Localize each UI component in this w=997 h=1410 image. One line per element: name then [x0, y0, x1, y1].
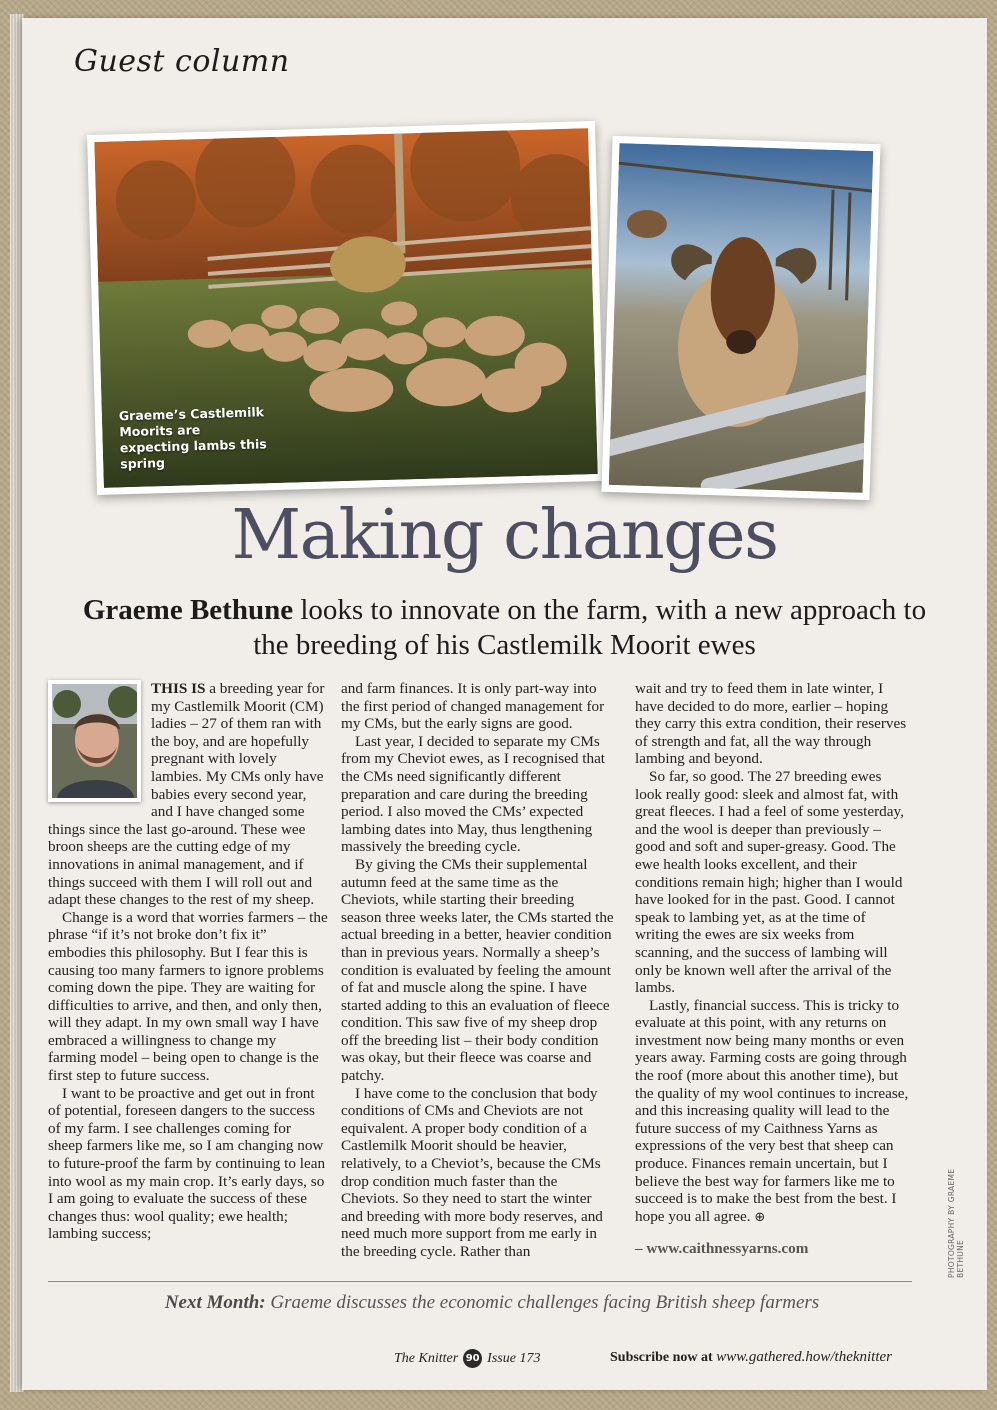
flock-photo — [87, 121, 605, 495]
standfirst-text: looks to innovate on the farm, with a new approach to the breeding of his Castlemilk Moorit ewes — [253, 594, 927, 661]
paragraph-7: So far, so good. The 27 breeding ewes look really good: sleek and almost fat, with great fleeces. I had a feel of some yesterday, and the wool is deeper than previously – good and soft and super-greasy. Good. The ewe health looks excellent, and their conditions remain high; higher than I would have looked for in the past. Good. I cannot speak to lambing yet, as at the time of writing the ewes are six weeks from scanning, and the success of lambing will only be known well after the arrival of the lambs. — [635, 767, 904, 997]
issue-number: Issue 173 — [487, 1350, 541, 1366]
headline: Making changes — [231, 496, 778, 575]
article-column-2 — [341, 680, 617, 1261]
paragraph-2: Change is a word that worries farmers – the phrase “if it’s not broke don’t fix it” embodies this philosophy. But I fear this is causing too many farmers to ignore problems coming down the pipe. They are waiting for difficulties to arrive, and then, and only then, will they adapt. In my own small way I have embraced a willingness to change my farming model – being open to change is the first step to future success. — [48, 908, 328, 1085]
magazine-title: The Knitter — [394, 1350, 459, 1366]
photo-credit: PHOTOGRAPHY BY GRAEME BETHUNE — [947, 1168, 965, 1278]
paragraph-5: By giving the CMs their supplemental autumn feed at the same time as the Cheviots, while starting their breeding season three weeks later, the CMs started the actual breeding in a better, heavier condition than in previous years. Normally a sheep’s condition is evaluated by feeling the amount of fat and muscle along the spine. I have started adding to this an evaluation of fleece condition. This saw five of my sheep drop off the breeding list – their body condition was okay, but their fleece was coarse and patchy. — [341, 855, 614, 1085]
next-month-teaser — [22, 1292, 962, 1314]
author-avatar — [52, 684, 137, 798]
ram-photo-image — [609, 143, 874, 493]
paragraph-1: THIS IS a breeding year for my Castlemilk Moorit (CM) ladies – 27 of them ran with the boy, and are hopefully pregnant with lovely lambies. My CMs only have babies every second year, and I have changed some things since the last go-around. These wee broon sheeps are the cutting edge of my innovations in animal management, and if things succeed with them I will roll out and adapt these changes to the rest of my sheep. — [48, 680, 325, 909]
divider — [48, 1281, 912, 1282]
next-month-label: Next Month: — [164, 1292, 266, 1313]
subscribe-url[interactable]: www.gathered.how/theknitter — [716, 1349, 893, 1365]
author-portrait — [48, 680, 141, 802]
magazine-page — [22, 18, 987, 1390]
paragraph-3b: and farm finances. It is only part-way into the first period of changed management for my CMs, but the early signs are good. — [341, 680, 605, 733]
page-number: 90 — [463, 1349, 482, 1368]
lead-in: THIS IS — [151, 680, 206, 697]
paragraph-6a: I have come to the conclusion that body conditions of CMs and Cheviots are not equivalent. A proper body condition of a Castlemilk Moorit should be heavier, relatively, to a Cheviot’s, because the CMs drop condition much faster than the Cheviots. So they need to start the winter and breeding with more body reserves, and need much more support from me early in the breeding cycle. Rather than — [341, 1084, 603, 1260]
end-mark-icon: ⊕ — [754, 1209, 766, 1225]
paragraph-3a: I want to be proactive and get out in front of potential, foreseen dangers to the success of my farm. I see challenges coming for sheep farmers like me, so I am changing now to future-proof the farm by continuing to lean into wool as my main crop. It’s early days, so I am going to evaluate the success of these changes thus: wool quality; ewe health; lambing success; — [48, 1084, 326, 1243]
author-name: Graeme Bethune — [82, 594, 294, 626]
footer-subscribe — [610, 1349, 892, 1366]
subscribe-label: Subscribe now at — [610, 1350, 713, 1365]
section-label: Guest column — [74, 44, 290, 79]
footer-magazine — [394, 1349, 540, 1368]
article-column-3 — [635, 680, 912, 1258]
next-month-text: Graeme discusses the economic challenges facing British sheep farmers — [265, 1292, 820, 1313]
paragraph-6b: wait and try to feed them in late winter, I have decided to do more, earlier – hoping they carry this extra condition, their reserves of strength and fat, all the way through lambing and beyond. — [635, 680, 907, 768]
paragraph-4: Last year, I decided to separate my CMs from my Cheviot ewes, as I recognised that the CMs need significantly different preparation and care during the breeding period. I also moved the CMs’ expected lambing dates into May, thus lengthening massively the breeding cycle. — [341, 732, 606, 856]
flock-photo-caption: Graeme’s Castlemilk Moorits are expecting lambs this spring — [118, 404, 267, 472]
website-link[interactable]: – www.caithnessyarns.com — [635, 1240, 809, 1258]
ram-photo — [601, 136, 880, 500]
article-column-1 — [48, 680, 328, 1243]
paragraph-8: Lastly, financial success. This is tricky to evaluate at this point, with any returns on investment now being many months or even years away. Farming costs are going through the roof (more about this another time), but the quality of my wool continues to increase, and this increasing quality will lead to the future success of my Caithness Yarns as expressions of the very best that sheep can produce. Finances remain uncertain, but I believe the best way for farmers like me to succeed is to make the best from the best. I hope you all agree. ⊕ — [635, 996, 909, 1225]
standfirst — [62, 593, 947, 663]
